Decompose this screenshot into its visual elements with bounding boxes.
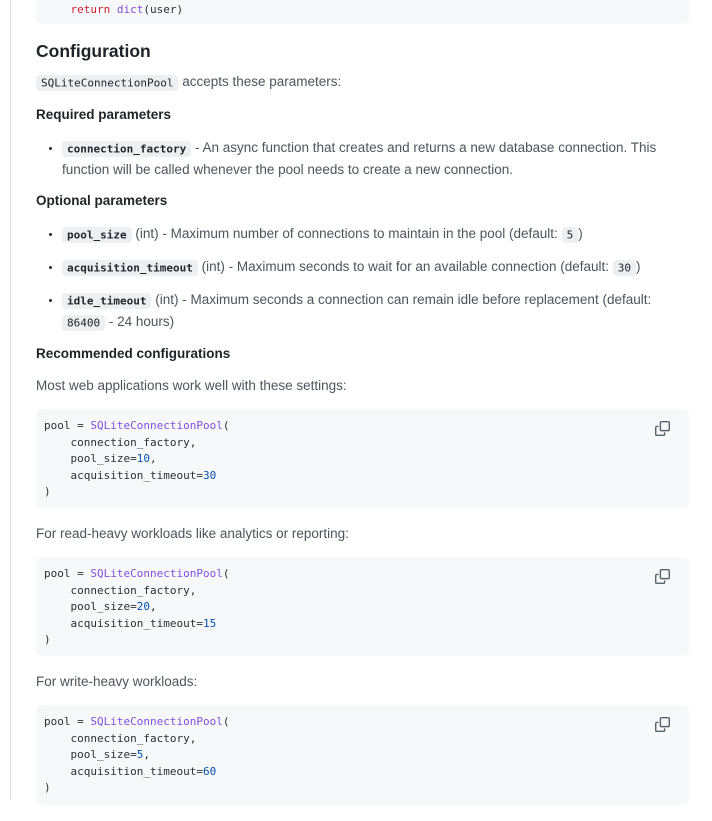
code-block-read-heavy-config: pool = SQLiteConnectionPool( connection_factory, pool_size=20, acquisition_timeout=15 ): [36, 557, 689, 656]
code-block-container: [36, 409, 689, 508]
copy-button[interactable]: [649, 563, 675, 589]
copy-icon: [655, 717, 670, 732]
code-block-write-heavy-config: pool = SQLiteConnectionPool( connection_factory, pool_size=5, acquisition_timeout=60 ): [36, 705, 689, 804]
list-item: • connection_factory - An async function that creates and returns a new database connection. This function will be called whenever the pool needs to create a new connection.: [62, 137, 689, 180]
optional-parameters-list: [36, 223, 689, 333]
readme-content: [36, 0, 689, 821]
copy-icon: [655, 569, 670, 584]
recommended-lead-write-heavy: For write-heavy workloads:: [36, 674, 198, 690]
copy-icon: [655, 421, 670, 436]
readme-container-border: [10, 0, 11, 800]
section-heading-configuration: Configuration: [36, 41, 151, 62]
copy-button[interactable]: [649, 415, 675, 441]
subheading-optional-parameters: Optional parameters: [36, 193, 168, 209]
code-block-web-config: pool = SQLiteConnectionPool( connection_factory, pool_size=10, acquisition_timeout=30 ): [36, 409, 689, 508]
list-item: • idle_timeout (int) - Maximum seconds a connection can remain idle before replacement (default: 86400 - 24 hours): [62, 289, 689, 333]
configuration-intro-text: SQLiteConnectionPool accepts these parameters:: [36, 72, 689, 93]
subheading-required-parameters: Required parameters: [36, 107, 172, 123]
code-block-partial: return dict(user): [36, 0, 689, 24]
list-item: • acquisition_timeout (int) - Maximum seconds to wait for an available connection (default: 30 ): [62, 256, 689, 278]
subheading-recommended-configurations: Recommended configurations: [36, 346, 231, 362]
list-item: • pool_size (int) - Maximum number of connections to maintain in the pool (default: 5 ): [62, 223, 689, 245]
required-parameters-list: [36, 137, 689, 180]
code-block-container: [36, 705, 689, 804]
recommended-lead-web: Most web applications work well with these settings:: [36, 378, 347, 394]
copy-button[interactable]: [649, 711, 675, 737]
code-block-container: [36, 557, 689, 656]
recommended-lead-read-heavy: For read-heavy workloads like analytics or reporting:: [36, 526, 349, 542]
